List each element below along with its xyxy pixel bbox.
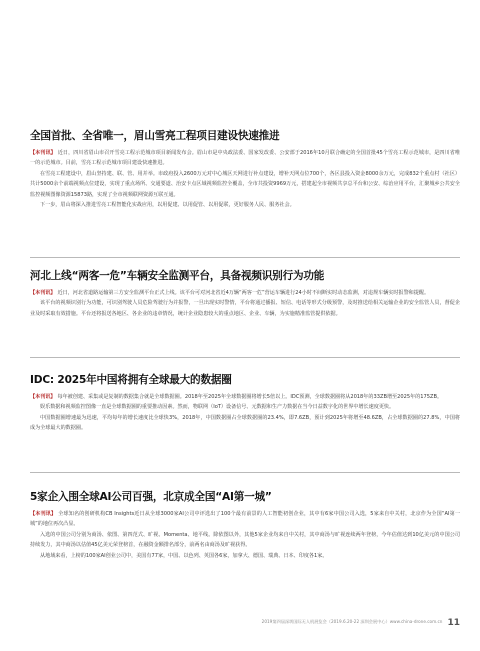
article-1 xyxy=(30,128,460,210)
article-1-paragraph-2: 在雪亮工程建设中，眉山坚持建、联、管、用并举。市政府投入2600万元对中心城区天网进行补点建设，增补天网点位700个，各区县投入资金8000余万元，完成832个重点村（社区）共计5000余个前端视频点位建设，实现了重点场所、交通要道、治安卡点区域视频监控全覆盖，全市共投资9969万元，搭建起全市视频共享总平台和公安、综治应用平台，汇聚城乡公共安全监控视频图像资源15873路，实现了全市视频联网资源互联互通。 xyxy=(30,170,460,198)
article-2 xyxy=(30,268,460,319)
article-2-headline: 河北上线“两客一危”车辆安全监测平台，具备视频识别行为功能 xyxy=(30,270,325,282)
article-4 xyxy=(30,489,460,561)
page-footer xyxy=(0,618,460,628)
section-divider-2 xyxy=(30,357,460,358)
article-4-tag: 【本刊讯】 xyxy=(30,511,57,517)
article-4-paragraph-1 xyxy=(30,509,460,530)
article-3-tag: 【本刊讯】 xyxy=(30,394,56,400)
article-1-paragraph-1 xyxy=(30,148,460,169)
article-1-paragraph-1-text: 近日，四川省眉山市召开雪亮工程示范城市项目新闻发布会。眉山市是中央政法委、国家发改委、公安部于2016年10月联合确定的全国首批45个雪亮工程示范城市，是四川省唯一的示范城市。目前，雪亮工程示范城市项目建设快速推进。 xyxy=(30,150,460,167)
article-3-paragraph-1-text: 每年被创建、采集或是复制的数据集合就是全球数据圈。2018年至2025年全球数据圈将增长5倍以上。IDC预测，全球数据圈将从2018年的33ZB增至2025年的175ZB。 xyxy=(57,394,443,400)
article-4-paragraph-2: 入选的中国公司分别为商汤、依图、第四范式、旷视、Momenta、地平线。除依图以外，其他5家企业均来自中关村，其中商汤与旷视连续两年登榜，今年估值达到10亿美元的中国公司持续发力，其中商汤以估值45亿美元荣登榜首，在融资金额排名部分，前两名由商汤及旷视获得。 xyxy=(30,531,460,549)
article-4-headline: 5家企入围全球AI公司百强，北京成全国“AI第一城” xyxy=(30,491,272,503)
article-3 xyxy=(30,372,460,434)
article-2-paragraph-1-text: 近日，河北省道路运输第三方安全监测平台正式上线。该平台可对河北省近4万辆“两客一危”营运车辆进行24小时不间断实时动态监测，对违规车辆实时报警和提醒。 xyxy=(57,290,430,296)
article-4-paragraph-1-text: 全球知名的创研机构CB Insights近日从全球3000家AI公司中评选出了100个最有前景的人工智能初创企业，其中有6家中国公司入选，5家来自中关村，北京作为全国“AI第一城”的地位再次凸显。 xyxy=(30,511,460,528)
article-4-paragraph-3: 从地域来看，上榜的100家AI创业公司中，美国有77家，中国、以色列、英国各6家，加拿大、德国、瑞典、日本、印度各1家。 xyxy=(40,552,328,559)
article-3-paragraph-1 xyxy=(30,392,460,402)
section-divider-1 xyxy=(30,257,460,258)
article-3-paragraph-2: 娱乐数据和视频监控图像一直是全球数据圈的重要推动因素。然而，物联网（IoT）设备信号、元数据和生产力数据在当今日益数字化的世界中增长速度更快。 xyxy=(40,404,395,411)
article-3-headline: IDC: 2025年中国将拥有全球最大的数据圈 xyxy=(30,374,232,386)
article-2-paragraph-1 xyxy=(30,288,460,298)
article-1-paragraph-3: 下一步，眉山将深入推进雪亮工程智能化实战应用，以用促建、以用促管、以用促联，更好服务人民、服务社会。 xyxy=(40,202,295,209)
article-1-tag: 【本刊讯】 xyxy=(30,150,56,156)
article-2-tag: 【本刊讯】 xyxy=(30,290,56,296)
article-3-paragraph-3: 中国数据圈增速最为迅速，平均每年的增长速度比全球快3%，2018年，中国数据圈占全球数据圈的23.4%，即7.6ZB，预计到2025年将增至48.6ZB，占全球数据圈的27.8%，中国将成为全球最大的数据圈。 xyxy=(30,414,460,432)
page-number: 11 xyxy=(447,618,460,628)
article-2-paragraph-2: 该平台的视频识别行为功能，可识别驾驶人员危险驾驶行为并报警，一旦出现实时警情，平台将通过播报、短信、电话等形式分级预警，及时推送给相关运输企业的安全监管人员，督促企业及时采取有效措施。平台还将报送各地区、各企业的违章情况，统计企业隐患较大的重点地区、企业、车辆，为实施精准监管提供依据。 xyxy=(30,300,460,317)
article-1-headline: 全国首批、全省唯一，眉山雪亮工程项目建设快速推进 xyxy=(30,130,280,142)
footer-text: 2019第四届深圳国际无人机展览会（2019.6.20-22 深圳会展中心）www.china-drone.com.cn xyxy=(261,619,443,624)
section-divider-3 xyxy=(30,472,460,473)
